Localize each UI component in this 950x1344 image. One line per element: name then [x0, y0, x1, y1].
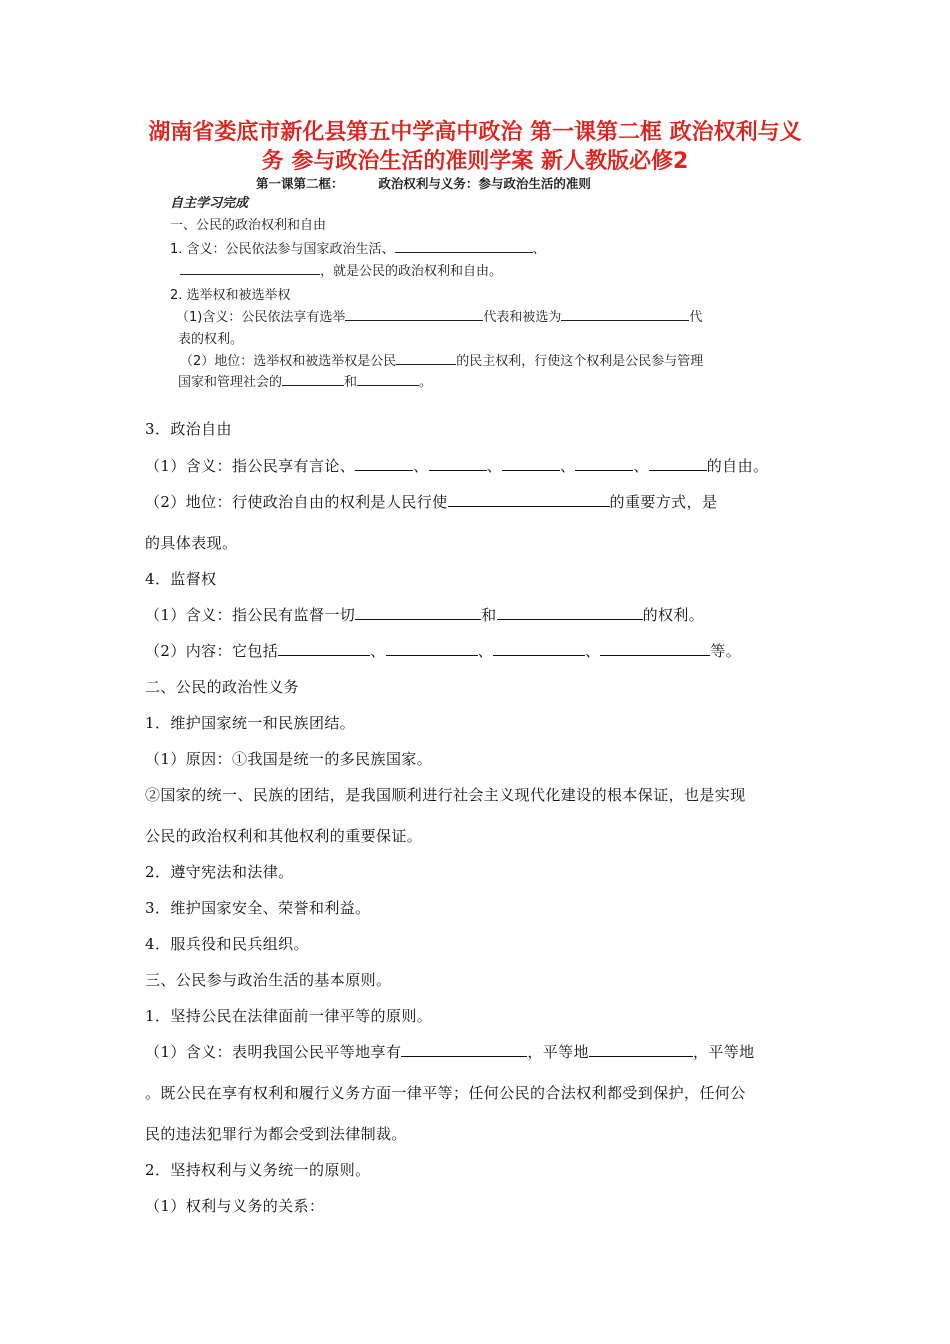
fill-blank[interactable]	[357, 372, 419, 386]
body-line: 公民的政治权利和其他权利的重要保证。	[145, 827, 423, 845]
body-line: 4．服兵役和民兵组织。	[145, 935, 309, 953]
fill-blank[interactable]	[345, 307, 483, 321]
scan-line: （1)含义：公民依法享有选举 代表和被选为 代	[176, 306, 702, 325]
fill-blank[interactable]	[448, 491, 610, 507]
fill-blank[interactable]	[386, 640, 478, 656]
body-line: 的具体表现。	[145, 534, 238, 552]
body-line: （2）内容：它包括 、 、 、 等。	[145, 642, 742, 660]
fill-blank[interactable]	[493, 640, 585, 656]
body-line: ②国家的统一、民族的团结，是我国顺利进行社会主义现代化建设的根本保证，也是实现	[145, 786, 746, 804]
body-line: 。既公民在享有权利和履行义务方面一律平等；任何公民的合法权利都受到保护，任何公	[145, 1084, 746, 1102]
fill-blank[interactable]	[395, 239, 533, 253]
scan-line: 国家和管理社会的 和 。	[178, 371, 432, 390]
fill-blank[interactable]	[575, 455, 633, 471]
body-line: 3．政治自由	[145, 420, 232, 438]
scan-line: 1. 含义：公民依法参与国家政治生活、 、	[170, 238, 546, 257]
body-line: 1．维护国家统一和民族团结。	[145, 714, 356, 732]
fill-blank[interactable]	[278, 640, 370, 656]
body-line: （1）含义：指公民有监督一切 和 的权利。	[145, 606, 705, 624]
scan-line: 2. 选举权和被选举权	[170, 288, 291, 303]
self-study-heading: 自主学习完成	[170, 196, 249, 211]
body-line: 4．监督权	[145, 570, 217, 588]
lesson-subtitle: 第一课第二框： 政治权利与义务：参与政治生活的准则	[256, 176, 591, 191]
fill-blank[interactable]	[497, 604, 643, 620]
scan-line: （2）地位：选举权和被选举权是公民 的民主权利，行使这个权利是公民参与管理	[180, 350, 703, 369]
fill-blank[interactable]	[600, 640, 710, 656]
scan-section-heading: 一、公民的政治权利和自由	[170, 218, 327, 233]
fill-blank[interactable]	[649, 455, 707, 471]
scan-line: ，就是公民的政治权利和自由。	[180, 260, 502, 279]
body-line: 3．维护国家安全、荣誉和利益。	[145, 899, 371, 917]
body-line: （1）原因：①我国是统一的多民族国家。	[145, 750, 433, 768]
body-line: 民的违法犯罪行为都会受到法律制裁。	[145, 1125, 407, 1143]
body-line: 2．坚持权利与义务统一的原则。	[145, 1161, 371, 1179]
fill-blank[interactable]	[502, 455, 560, 471]
body-line: （1）权利与义务的关系：	[145, 1197, 325, 1215]
fill-blank[interactable]	[180, 261, 320, 275]
fill-blank[interactable]	[355, 604, 481, 620]
body-line: 二、公民的政治性义务	[145, 678, 300, 696]
fill-blank[interactable]	[401, 1041, 527, 1057]
body-line: 三、公民参与政治生活的基本原则。	[145, 971, 392, 989]
fill-blank[interactable]	[355, 455, 413, 471]
body-line: （2）地位：行使政治自由的权利是人民行使 的重要方式，是	[145, 493, 718, 511]
fill-blank[interactable]	[589, 1041, 693, 1057]
body-line: （1）含义：指公民享有言论、 、 、 、 、 的自由。	[145, 457, 769, 475]
fill-blank[interactable]	[429, 455, 487, 471]
fill-blank[interactable]	[282, 372, 344, 386]
body-line: （1）含义：表明我国公民平等地享有 ，平等地 ，平等地	[145, 1043, 755, 1061]
fill-blank[interactable]	[561, 307, 689, 321]
scanned-worksheet-excerpt	[170, 172, 770, 390]
body-line: 1．坚持公民在法律面前一律平等的原则。	[145, 1007, 433, 1025]
scan-line: 表的权利。	[178, 332, 244, 347]
document-title: 湖南省娄底市新化县第五中学高中政治 第一课第二框 政治权利与义务 参与政治生活的准则学案 新人教版必修2	[148, 120, 802, 174]
fill-blank[interactable]	[396, 351, 456, 365]
body-line: 2．遵守宪法和法律。	[145, 863, 294, 881]
